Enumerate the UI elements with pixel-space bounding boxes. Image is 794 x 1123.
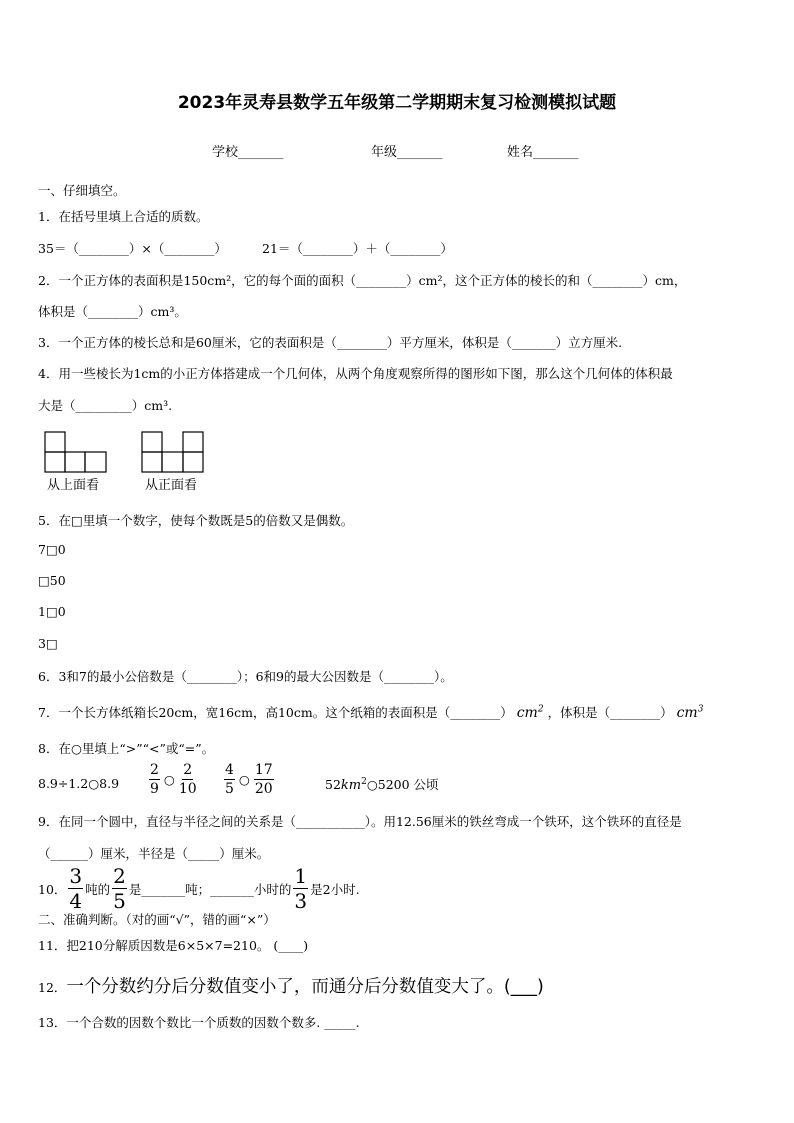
question-4-line-2: 大是（_________）cm³. [38,398,173,413]
front-view-cube-2 [162,452,183,472]
question-8: 8．在○里填上“>”“<”或“=”。 [38,741,215,756]
top-view-cube-3 [85,452,106,472]
front-view-cube-1 [142,452,162,472]
question-7-part-1: 7．一个长方体纸箱长20cm，宽16cm，高10cm。这个纸箱的表面积是（________） [38,705,513,720]
top-view-cube-1 [45,452,65,472]
question-11: 11．把210分解质因数是6×5×7=210。 (____) [38,938,309,953]
question-7-unit-area: $cm^2$ [516,704,544,721]
section-2-heading: 二、准确判断。（对的画“√”，错的画“×”） [38,912,276,927]
name-field: 姓名_______ [507,145,579,160]
question-5-item-1: 7□0 [38,542,66,557]
question-9-line-2: （______）厘米，半径是（_____）厘米。 [38,846,270,861]
question-5-item-4: 3□ [38,636,58,651]
grade-field: 年级_______ [371,145,443,160]
question-3: 3．一个正方体的棱长总和是60厘米，它的表面积是（________）平方厘米，体积是（_______）立方厘米. [38,335,623,350]
question-4-line-1: 4．用一些棱长为1cm的小正方体搭建成一个几何体，从两个角度观察所得的图形如下图，那么这个几何体的体积最 [38,366,673,381]
question-1-equation-1: 35＝（________）×（________） [38,241,227,256]
front-view-cube-upper-1 [142,432,162,452]
top-view-cube-upper [45,432,65,452]
question-12: 12． 一个分数约分后分数值变小了，而通分后分数值变大了。(___) [38,977,544,997]
section-1-heading: 一、仔细填空。 [38,183,126,198]
question-10: 10． $\frac{3}{4}$ 吨的 $\frac{2}{5}$ 是_______吨；_______小时的 $\frac{1}{3}$ 是2小时. [38,864,360,913]
question-1: 1．在括号里填上合适的质数。 [38,209,209,224]
question-5-item-3: 1□0 [38,604,66,619]
question-6: 6．3和7的最小公倍数是（________）；6和9的最大公因数是（________）。 [38,669,453,684]
question-1-equation-2: 21＝（________）＋（________） [262,241,453,256]
question-9-line-1: 9．在同一个圆中，直径与半径之间的关系是（___________）。用12.56厘米的铁丝弯成一个铁环，这个铁环的直径是 [38,814,682,829]
front-view-cube-3 [183,452,203,472]
q4-views-figure [44,430,224,495]
question-5-item-2: □50 [38,573,66,588]
question-2-line-1: 2．一个正方体的表面积是150cm²，它的每个面的面积（________）cm²，这个正方体的棱长的和（________）cm， [38,273,687,288]
question-8-compare-2: $\frac{2}{9}$ ○ $\frac{2}{10}$ [150,762,197,797]
page-title: 2023年灵寿县数学五年级第二学期期末复习检测模拟试题 [177,93,617,113]
front-view-cube-upper-2 [183,432,203,452]
top-view-cube-2 [65,452,85,472]
question-8-compare-4: $52km^2○5200$ 公顷 [325,776,439,793]
front-view-label: 从正面看 [145,478,198,493]
question-7 [38,703,703,721]
question-5: 5．在□里填一个数字，使每个数既是5的倍数又是偶数。 [38,513,354,528]
top-view-label: 从上面看 [47,478,100,493]
school-field: 学校_______ [212,145,284,160]
question-8-compare-3: $\frac{4}{5}$ ○ $\frac{17}{20}$ [225,762,273,797]
question-8-compare-1: 8.9÷1.2○8.9 [38,776,120,791]
question-13: 13．一个合数的因数个数比一个质数的因数个数多. _____. [38,1015,360,1030]
question-7-part-2: ，体积是（________） [547,705,673,720]
question-2-line-2: 体积是（________）cm³。 [38,304,187,319]
question-7-unit-volume: $cm^3$ [676,704,704,721]
